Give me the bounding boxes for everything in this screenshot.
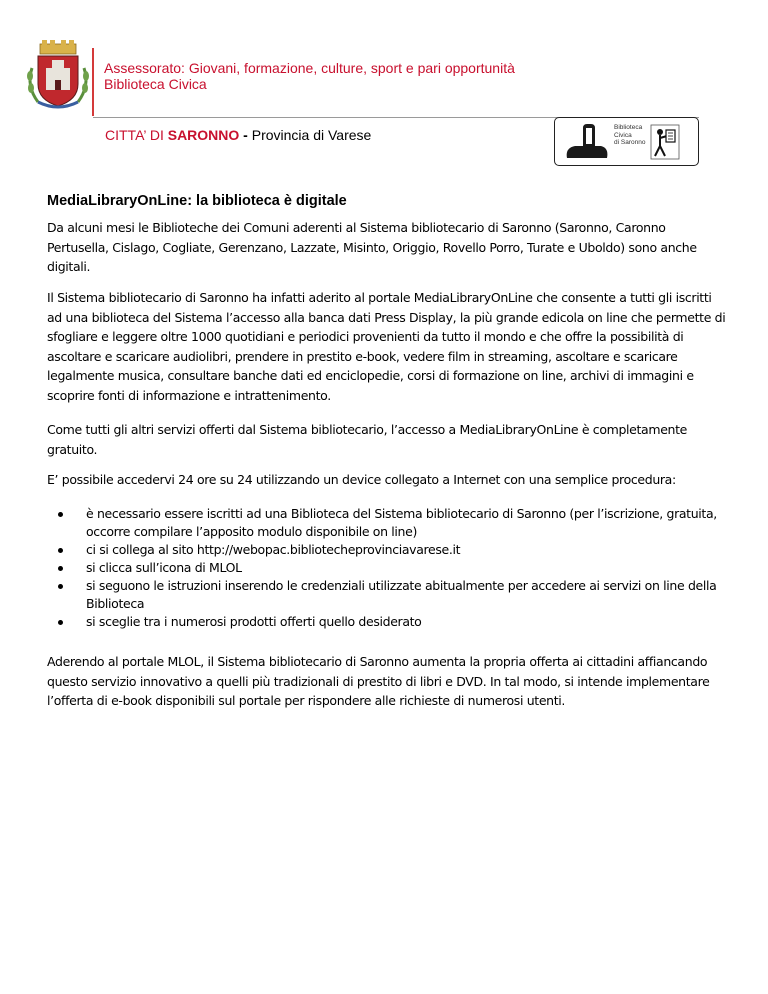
header-divider-vertical [92, 48, 94, 116]
paragraph-procedure: E’ possibile accedervi 24 ore su 24 utilizzando un device collegato a Internet con una semplice procedura: [47, 472, 676, 487]
city-name: SARONNO [167, 127, 240, 143]
document-title: MediaLibraryOnLine: la biblioteca è digitale [47, 193, 347, 209]
bullet-icon [58, 620, 63, 625]
town-crest-icon [24, 40, 92, 112]
library-logo-text: Biblioteca Civica di Saronno [614, 124, 646, 146]
list-item [47, 541, 727, 559]
paragraph-free-access: Come tutti gli altri servizi offerti dal Sistema bibliotecario, l’accesso a MediaLibraryOnLine è completamente gratuito. [47, 422, 687, 457]
bullet-icon [58, 566, 63, 571]
list-item [47, 613, 727, 631]
library-logo [554, 117, 699, 166]
list-item [47, 505, 727, 541]
list-item-text: si clicca sull’icona di MLOL [86, 560, 242, 575]
paragraph-intro: Da alcuni mesi le Biblioteche dei Comuni aderenti al Sistema bibliotecario di Saronno (Saronno, Caronno Pertusella, Cislago, Cogliate, Gerenzano, Lazzate, Misinto, Origgio, Rovello Porro, Turate e Uboldo) sono anche digitali. [47, 220, 697, 274]
city-line [105, 127, 371, 143]
city-prefix: CITTA’ DI [105, 127, 168, 143]
paragraph-conclusion: Aderendo al portale MLOL, il Sistema bibliotecario di Saronno aumenta la propria offerta ai cittadini affiancando questo servizio innovativo a quelli più tradizionali di prestito di libri e DVD. In tal modo, si intende implementare l’offerta di e-book disponibili sul portale per rispondere alle richieste di numerosi utenti. [47, 654, 710, 708]
list-item-text: è necessario essere iscritti ad una Biblioteca del Sistema bibliotecario di Saronno (per l’iscrizione, gratuita, occorre compilare l’apposito modulo disponibile on line) [86, 506, 717, 539]
city-separator: - [239, 127, 252, 143]
list-item-text: si seguono le istruzioni inserendo le credenziali utilizzate abitualmente per accedere ai servizi on line della Biblioteca [86, 578, 717, 611]
list-item [47, 577, 727, 613]
list-item-text: ci si collega al sito http://webopac.bibliotecheprovinciavarese.it [86, 542, 461, 557]
bullet-icon [58, 548, 63, 553]
list-item-text: si sceglie tra i numerosi prodotti offerti quello desiderato [86, 614, 422, 629]
header-library: Biblioteca Civica [104, 76, 207, 92]
header-department: Assessorato: Giovani, formazione, culture, sport e pari opportunità [104, 60, 515, 76]
bullet-icon [58, 584, 63, 589]
province-name: Provincia di Varese [251, 127, 372, 143]
procedure-list [47, 505, 727, 631]
bullet-icon [58, 512, 63, 517]
reading-figure-icon [650, 124, 680, 160]
library-logo-icon [563, 122, 611, 162]
list-item [47, 559, 727, 577]
paragraph-description: Il Sistema bibliotecario di Saronno ha infatti aderito al portale MediaLibraryOnLine che consente a tutti gli iscritti ad una biblioteca del Sistema l’accesso alla banca dati Press Display, la più grande edicola on line che permette di sfogliare e leggere oltre 1000 quotidiani e periodici provenienti da tutto il mondo e che offre la possibilità di ascoltare e scaricare audiolibri, prendere in prestito e-book, vedere film in streaming, ascoltare e scaricare legalmente musica, consultare banche dati ed enciclopedie, corsi di formazione on line, archivi di immagini e scoprire fonti di informazione e intrattenimento. [47, 290, 726, 403]
